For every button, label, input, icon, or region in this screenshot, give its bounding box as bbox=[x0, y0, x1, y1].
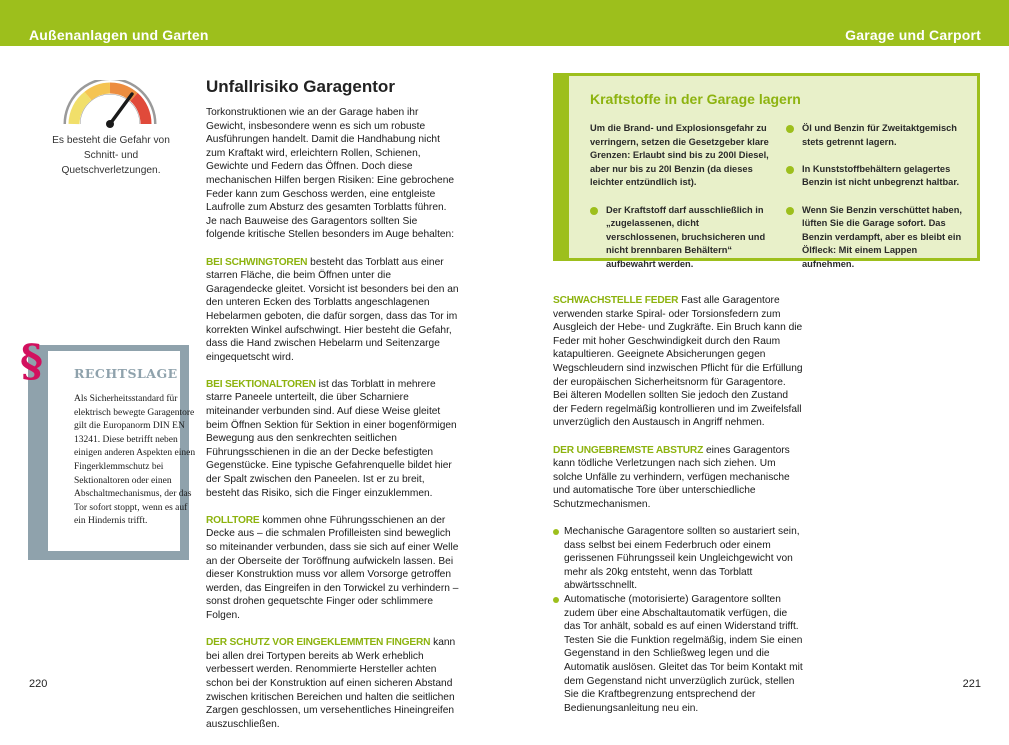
fuel-box-column-right bbox=[786, 122, 966, 285]
gauge-icon bbox=[62, 80, 158, 130]
list-item bbox=[590, 204, 772, 272]
fuel-storage-box bbox=[553, 73, 980, 269]
paragraph-text: eines Garagentors kann tödliche Verletzungen nach sich ziehen. Um solche Unfälle zu verhindern, verfügen mechanische und automatische Tore über unterschiedliche Schutzmechanismen. bbox=[553, 444, 790, 510]
article-right-column bbox=[553, 294, 803, 715]
list-item bbox=[786, 204, 966, 272]
keyword: ROLLTORE bbox=[206, 514, 260, 526]
section-title-left: Außenanlagen und Garten bbox=[29, 27, 209, 43]
keyword: BEI SCHWINGTOREN bbox=[206, 256, 308, 268]
page-number-left: 220 bbox=[29, 678, 48, 690]
page-number-right: 221 bbox=[962, 678, 981, 690]
list-item bbox=[786, 122, 966, 149]
paragraph bbox=[206, 256, 459, 365]
list-item-text: Öl und Benzin für Zweitaktgemisch stets getrennt lagern. bbox=[802, 123, 957, 147]
legal-info-title: RECHTSLAGE bbox=[74, 366, 178, 381]
bullet-icon bbox=[553, 529, 559, 535]
list-item-text: In Kunststoffbehältern gelagertes Benzin ist nicht unbegrenzt haltbar. bbox=[802, 163, 960, 188]
paragraph-text: kommen ohne Führungsschienen an der Decke aus – die schmalen Profilleisten sind beweglich so miteinander verbunden, dass sie sich auf einer Welle an der Oberseite der Toröffnung aufwickeln lassen. Bei dieser Konstruktion muss vor allem Vorsorge getroffen werden, das Eingreifen in den Torwickel zu verhindern – sonst drohen gequetschte Finger oder schlimmere Folgen. bbox=[206, 514, 459, 621]
bullet-icon bbox=[786, 125, 794, 133]
section-title-right: Garage und Carport bbox=[845, 27, 981, 43]
legal-info-box bbox=[28, 345, 196, 560]
article-left-column bbox=[206, 106, 459, 745]
paragraph-text: kann bei allen drei Tortypen bereits ab Werk erheblich verbessert werden. Renommierte Hersteller achten schon bei der Konstruktion auf einen sicheren Abstand zwischen kritischen Bereichen und halten die seitlichen Zargen geschlossen, um versehentliches Hineingreifen auszuschließen. bbox=[206, 637, 456, 730]
paragraph bbox=[206, 514, 459, 623]
list-item-text: Wenn Sie Benzin verschüttet haben, lüften Sie die Garage sofort. Das Benzin verdampft, aber es bleibt ein Ölfleck: Mit einem Lappen aufnehmen. bbox=[802, 204, 962, 269]
paragraph bbox=[553, 294, 803, 430]
paragraph-text: ist das Torblatt in mehrere starre Paneele unterteilt, die über Scharniere miteinander verbunden sind. Auf diese Weise gleitet beim Öffnen Sektion für Sektion in einer bogenförmigen Bewegung aus den senkrechten seitlichen Führungsschienen in die an der Decke befestigten Gegenstücke. Eine typische Gefahrenquelle bildet hier der Spalt zwischen den Paneelen. Ist er zu breit, besteht das Risiko, sich die Finger einzuklemmen. bbox=[206, 378, 457, 499]
bullet-icon bbox=[786, 207, 794, 215]
fuel-box-intro: Um die Brand- und Explosionsgefahr zu verringern, setzen die Gesetzgeber klare Grenzen: Erlaubt sind bis zu 200l Diesel, aber nur bis zu 20l Benzin (da dieses leichter entzündlich ist). bbox=[590, 123, 769, 188]
keyword: DER SCHUTZ VOR EINGEKLEMMTEN FINGERN bbox=[206, 637, 431, 649]
bullet-icon bbox=[786, 166, 794, 174]
bullet-icon bbox=[553, 597, 559, 603]
legal-info-panel bbox=[48, 351, 196, 551]
paragraph-sign-icon: § bbox=[20, 336, 44, 387]
article-title: Unfallrisiko Garagentor bbox=[206, 77, 395, 96]
fuel-box-title: Kraftstoffe in der Garage lagern bbox=[590, 91, 801, 107]
intro-paragraph: Torkonstruktionen wie an der Garage haben ihr Gewicht, insbesondere wenn es sich um robuste Ausführungen handelt. Damit die Handhabung nicht zum Kraftakt wird, erleichtern Rollen, Schienen, Gewichte und Federn das Öffnen. Doch diese mechanischen Hilfen bergen Risiken: Eine gebrochene Feder kann zum Geschoss werden, eine entgleiste Laufrolle zum Absturz des gesamten Torblatts führen. Je nach Bauweise des Garagentors sollten Sie folgende kritische Stellen besonders im Auge behalten: bbox=[206, 107, 455, 241]
list-item bbox=[553, 593, 803, 715]
list-item bbox=[786, 163, 966, 190]
paragraph-text: Fast alle Garagentore verwenden starke Spiral- oder Torsionsfedern zum Ausgleich der Hebe- und Zugkräfte. Ein Bruch kann die Feder mit hoher Geschwindigkeit durch den Raum katapultieren. Geeignete Absicherungen gegen Wegschleudern sind inzwischen Pflicht für die Erfüllung der europäischen Sicherheitsnorm für Garagentore. Bei älteren Modellen sollten Sie jedoch den Zustand der Federn regelmäßig kontrollieren und im Zweifelsfall unverzüglich den Austausch in Angriff nehmen. bbox=[553, 295, 803, 429]
box-accent-strip bbox=[556, 76, 569, 258]
fuel-box-column-left bbox=[590, 122, 772, 285]
legal-info-text: Als Sicherheitsstandard für elektrisch bewegte Garagentore gilt die Europanorm DIN EN 13241. Diese betrifft neben einigen anderen Aspekten einen Fingerklemmschutz bei Sektionaltoren oder einen Abschaltmechanismus, der das Tor sofort stoppt, wenn es auf ein Hindernis trifft. bbox=[74, 394, 196, 527]
paragraph-text: besteht das Torblatt aus einer starren Fläche, die beim Öffnen unter die Garagendecke gleitet. Vorsicht ist besonders bei den an den unteren Ecken des Torblatts angeschlagenen Hebelarmen geboten, die dafür sorgen, dass das Tor im korrekten Winkel aufschwingt. Hier besteht die Gefahr, dass die Hand zwischen Hebelarm und Seitenzarge eingequetscht wird. bbox=[206, 256, 459, 363]
list-item-text: Automatische (motorisierte) Garagentore sollten zudem über eine Abschaltautomatik verfügen, die das Tor anhält, sobald es auf einen Widerstand trifft. Testen Sie die Funktion regelmäßig, indem Sie einen Gegenstand in den Schließweg legen und die Automatik auslösen. Gleitet das Tor beim Kontakt mit dem Gegenstand nicht unverzüglich zurück, stellen Sie die Kraftbegrenzung entsprechend der Bedienungsanleitung neu ein. bbox=[564, 594, 803, 714]
list-item-text: Mechanische Garagentore sollten so austariert sein, dass selbst bei einem Federbruch oder einem gerissenen Führungsseil kein Ungleichgewicht von mehr als 20kg entsteht, wenn das Torblatt abwärtsschnellt. bbox=[564, 526, 800, 592]
bullet-icon bbox=[590, 207, 598, 215]
keyword: SCHWACHSTELLE FEDER bbox=[553, 295, 679, 306]
list-item bbox=[553, 525, 803, 593]
paragraph bbox=[206, 636, 459, 731]
paragraph bbox=[206, 378, 459, 500]
gauge-caption: Es besteht die Gefahr von Schnitt- und Quetschverletzungen. bbox=[52, 135, 170, 176]
paragraph bbox=[553, 444, 803, 512]
list-item-text: Der Kraftstoff darf ausschließlich in „zugelassenen, dicht verschlossenen, bruchsicheren und nicht brennbaren Behältern“ aufbewahrt werden. bbox=[606, 204, 766, 269]
keyword: BEI SEKTIONALTOREN bbox=[206, 378, 316, 390]
keyword: DER UNGEBREMSTE ABSTURZ bbox=[553, 444, 704, 456]
